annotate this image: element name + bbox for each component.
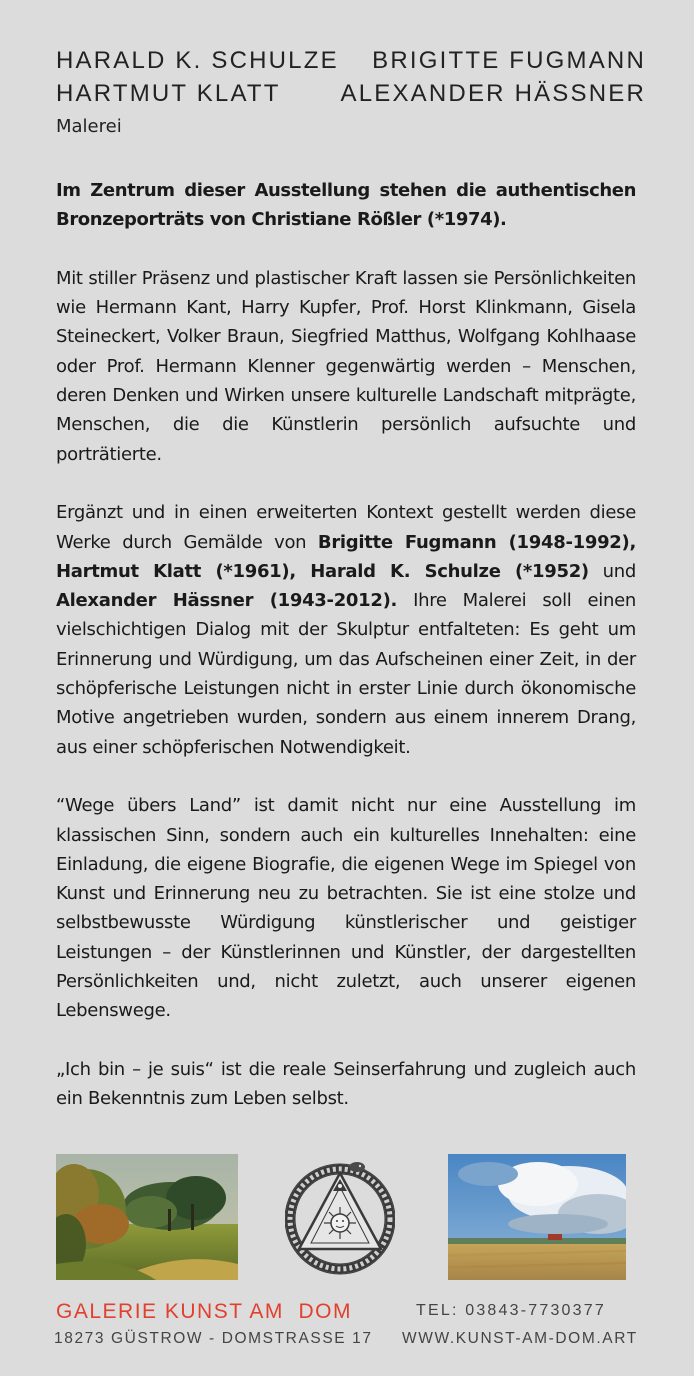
gallery-address: 18273 GÜSTROW - DOMSTRASSE 17 xyxy=(54,1330,373,1347)
landscape-painting-trees xyxy=(56,1154,238,1280)
gallery-website: WWW.KUNST-AM-DOM.ART xyxy=(402,1330,638,1347)
paragraph-2-artist-haessner: Alexander Hässner (1943-2012). xyxy=(56,590,398,612)
paragraph-2 xyxy=(56,498,636,762)
artist-brigitte-fugmann: BRIGITTE FUGMANN xyxy=(372,47,646,74)
artist-names xyxy=(56,44,646,110)
paragraph-2-part-c: und xyxy=(588,560,636,582)
paragraph-4: „Ich bin – je suis“ ist die reale Seinserfahrung und zugleich auch ein Bekenntnis zum Leben selbst. xyxy=(56,1058,636,1110)
medium-label: Malerei xyxy=(56,116,122,137)
ouroboros-triangle-sun-emblem xyxy=(285,1157,395,1277)
paragraph-3: “Wege übers Land” ist damit nicht nur eine Ausstellung im klassischen Sinn, sondern auch ein kulturelles Innehalten: eine Einladung, die eigene Biografie, die eigenen Wege im Spiegel von Kunst und Erinnerung neu zu betrachten. Sie ist eine stolze und selbstbewusste Würdigung künstlerischer und geistiger Leistungen – der Künstlerinnen und Künstler, der dargestellten Persönlichkeiten und, nicht zuletzt, auch unserer eigenen Lebenswege. xyxy=(56,795,636,1022)
artist-harald-schulze: HARALD K. SCHULZE xyxy=(56,47,339,74)
paragraph-2-part-a: Ergänzt und in einen erweiterten Kontext gestellt werden diese Werke durch Gemälde von xyxy=(56,502,636,553)
paragraph-2-artists: Brigitte Fugmann (1948-1992), Hartmut Klatt (*1961), Harald K. Schulze (*1952) xyxy=(56,531,636,582)
body-text xyxy=(56,176,636,1143)
gallery-name: GALERIE KUNST AM DOM xyxy=(56,1300,352,1323)
paragraph-2-part-e: Ihre Malerei soll einen vielschichtigen Dialog mit der Skulptur entfalteten: Es geht um Erinnerung und Würdigung, um das Aufscheinen einer Zeit, in der schöpferische Leistungen nicht in erster Linie durch ökonomische Motive angetrieben wurden, sondern aus einem innerem Drang, aus einer schöpferischen Notwendigkeit. xyxy=(56,590,636,758)
artist-hartmut-klatt: HARTMUT KLATT xyxy=(56,80,281,107)
paragraph-1: Mit stiller Präsenz und plastischer Kraft lassen sie Persönlichkeiten wie Hermann Kant, Harry Kupfer, Prof. Horst Klinkmann, Gisela Steineckert, Volker Braun, Siegfried Matthus, Wolfgang Kohlhaase oder Prof. Hermann Klenner gegenwärtig werden – Menschen, deren Denken und Wirken unsere kulturelle Landschaft mitprägte, Menschen, die die Künstlerin persönlich aufsuchte und porträtierte. xyxy=(56,267,636,465)
landscape-painting-sky-field xyxy=(448,1154,626,1280)
artist-alexander-haessner: ALEXANDER HÄSSNER xyxy=(340,80,646,107)
gallery-telephone: TEL: 03843-7730377 xyxy=(416,1302,606,1319)
lead-paragraph: Im Zentrum dieser Ausstellung stehen die authentischen Bronzeporträts von Christiane Rößler (*1974). xyxy=(56,180,636,231)
